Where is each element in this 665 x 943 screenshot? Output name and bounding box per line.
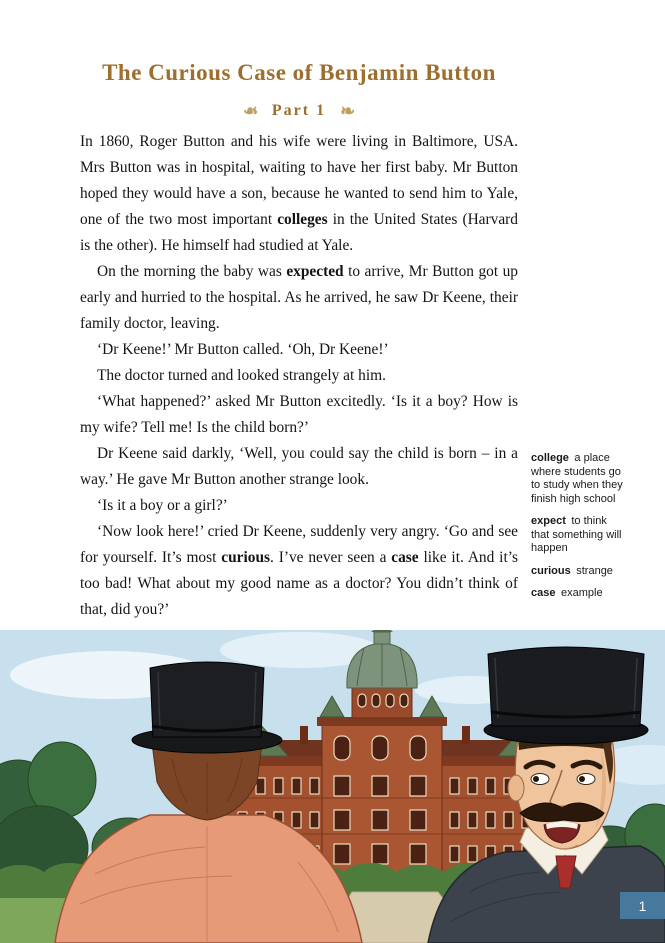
part-heading — [0, 101, 598, 122]
glossary-entry — [531, 452, 628, 506]
story-paragraph: Dr Keene said darkly, ‘Well, you could say the child is born – in a way.’ He gave Mr Button another strange look. — [80, 445, 518, 488]
leaf-ornament-right-icon: ❧ — [340, 101, 356, 121]
story-paragraph: On the morning the baby was expected to arrive, Mr Button got up early and hurried to the hospital. As he arrived, he saw Dr Keene, their family doctor, leaving. — [80, 263, 518, 332]
glossary-entry — [531, 587, 628, 601]
glossary-term: college — [531, 452, 569, 464]
story-paragraph: ‘Dr Keene!’ Mr Button called. ‘Oh, Dr Keene!’ — [97, 341, 389, 358]
glossary-term: expect — [531, 515, 566, 527]
page-number-tab — [620, 892, 665, 919]
story-paragraph: ‘What happened?’ asked Mr Button excitedly. ‘Is it a boy? How is my wife? Tell me! Is the child born?’ — [80, 393, 518, 436]
story-paragraph: ‘Now look here!’ cried Dr Keene, suddenly very angry. ‘Go and see for yourself. It’s most curious. I’ve never seen a case like it. And it’s too bad! What about my good name as a doctor? You didn’t think of that, did you?’ — [80, 523, 518, 618]
glossary-list — [531, 452, 628, 610]
leaf-ornament-left-icon: ❧ — [242, 101, 258, 121]
story-paragraph: ‘Is it a boy or a girl?’ — [97, 497, 228, 514]
glossary-definition: example — [555, 587, 603, 599]
story-illustration — [0, 630, 665, 943]
glossary-entry — [531, 515, 628, 556]
glossary-entry — [531, 565, 628, 579]
part-label: Part 1 — [271, 102, 327, 119]
glossary-definition: a place where students go to study when they finish high school — [531, 452, 623, 505]
story-paragraph: In 1860, Roger Button and his wife were living in Baltimore, USA. Mrs Button was in hospital, waiting to have her first baby. Mr Button hoped they would have a son, because he wanted to send him to Yale, one of the two most important colleges in the United States (Harvard is the other). He himself had studied at Yale. — [80, 133, 518, 254]
glossary-definition: to think that something will happen — [531, 515, 622, 554]
glossary-term: curious — [531, 564, 571, 577]
story-paragraph: The doctor turned and looked strangely at him. — [97, 367, 386, 384]
page-number: 1 — [638, 897, 647, 914]
glossary-definition: strange — [570, 564, 613, 577]
page-title: The Curious Case of Benjamin Button — [102, 60, 496, 85]
story-text — [80, 129, 518, 623]
illustration-panel — [0, 630, 665, 943]
glossary-term: case — [531, 587, 556, 599]
